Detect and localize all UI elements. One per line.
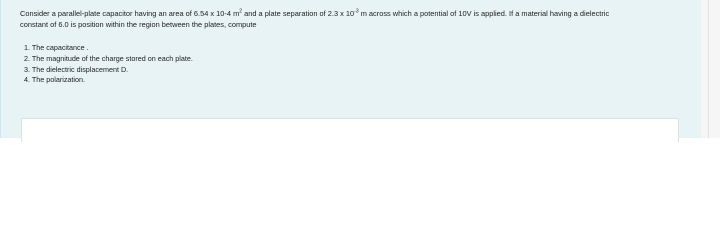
gutter-divider [708,0,709,138]
right-gutter [701,0,720,138]
sub-question-item: 3. The dielectric displacement D. [24,64,129,74]
question-intro-a: Consider a parallel-plate capacitor having an area of 6.54 x 10-4 m [20,9,240,18]
sub-question-item: 1. The capacitance . [24,43,89,52]
sub-question-item: 2. The magnitude of the charge stored on each plate. [24,53,193,63]
superscript-minus-3: -3 [354,8,359,15]
superscript-2: 2 [239,8,243,15]
question-line-2: constant of 6.0 is position within the region between the plates, compute [20,20,257,29]
sub-question-list [24,43,193,86]
question-intro-b: and a plate separation of 2.3 x 10 [242,9,355,18]
question-text [20,8,690,30]
question-intro-c: m across which a potential of 10V is applied. If a material having a dielectric [358,9,610,18]
answer-input[interactable] [21,118,679,142]
sub-question-item: 4. The polarization. [24,75,85,85]
